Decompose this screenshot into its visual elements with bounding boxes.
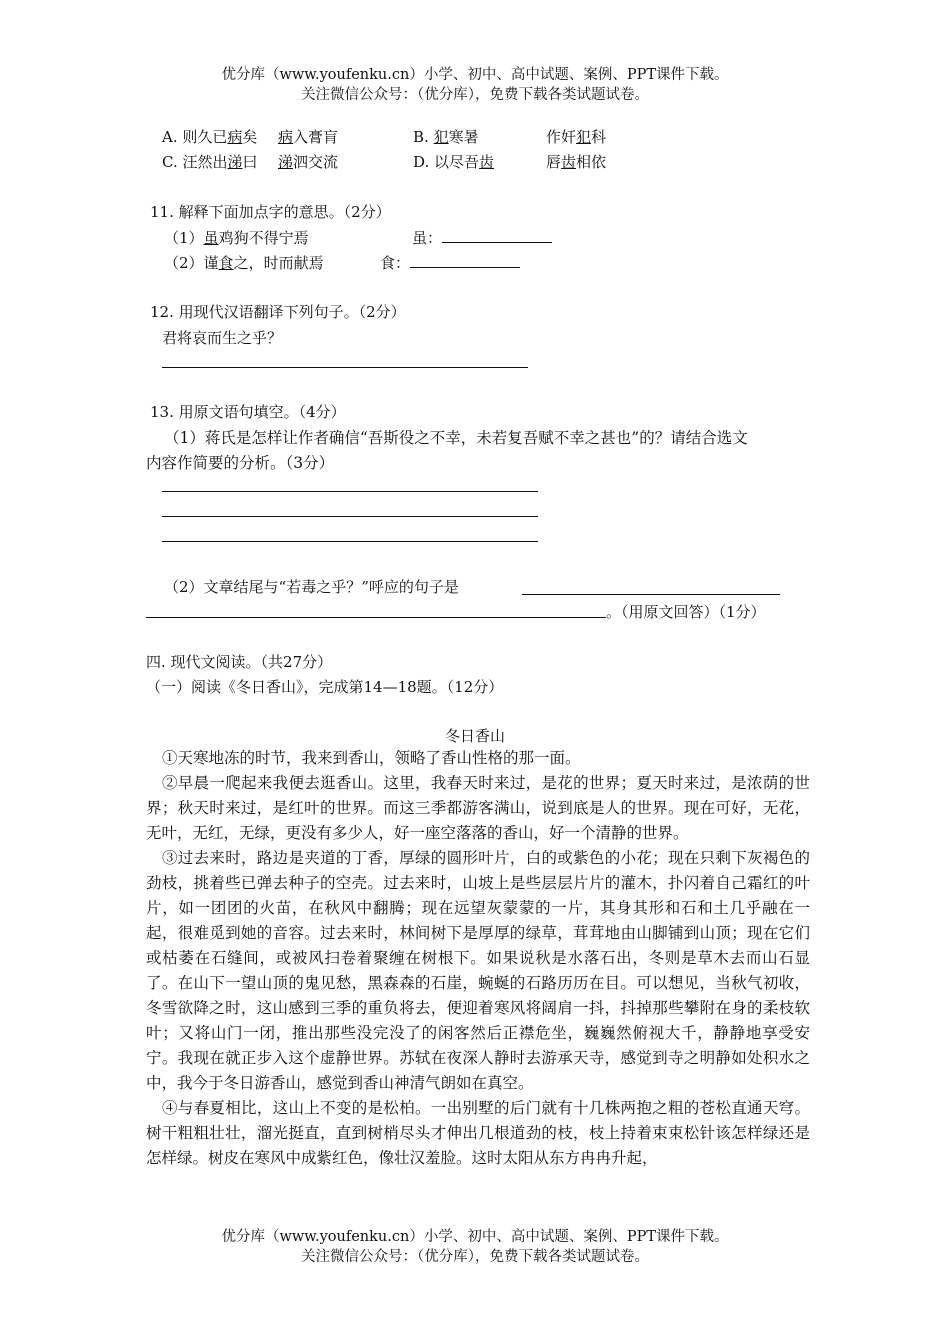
passage-paragraph-1: ①天寒地冻的时节，我来到香山，领略了香山性格的那一面。 bbox=[162, 749, 581, 767]
q13-answer-line-2[interactable] bbox=[162, 516, 538, 517]
section4-title: 四. 现代文阅读。（共27分） bbox=[146, 653, 333, 671]
q10-option-b-2: 作奸犯科 bbox=[546, 128, 607, 146]
q13-title: 13. 用原文语句填空。（4分） bbox=[150, 403, 346, 421]
q13-part2-line-1[interactable] bbox=[522, 594, 780, 595]
site-footer-line2: 关注微信公众号：（优分库），免费下载各类试题试卷。 bbox=[0, 1248, 950, 1266]
q10-option-c: C. 汪然出涕曰 bbox=[162, 153, 258, 171]
q10-option-d: D. 以尽吾齿 bbox=[413, 153, 495, 171]
q13-part2-tail: 。（用原文回答）（1分） bbox=[606, 603, 766, 621]
site-header-line1: 优分库（www.youfenku.cn）小学、初中、高中试题、案例、PPT课件下载。 bbox=[221, 67, 729, 83]
q12-sentence: 君将哀而生之乎？ bbox=[162, 329, 283, 347]
q11-item1: （1）虽鸡狗不得宁焉 bbox=[164, 229, 309, 247]
q13-answer-line-1[interactable] bbox=[162, 491, 538, 492]
passage-paragraph-2: ②早晨一爬起来我便去逛香山。这里，我春天时来过，是花的世界；夏天时来过，是浓荫的世界；秋天时来过，是红叶的世界。而这三季都游客满山，说到底是人的世界。现在可好，无花，无叶，无红，无绿，更没有多少人，好一座空落落的香山，好一个清静的世界。 bbox=[146, 774, 810, 842]
q11-answer2: 食： bbox=[380, 252, 520, 273]
q10-option-a: A. 则久已病矣 bbox=[162, 128, 258, 146]
q10-option-b: B. 犯寒暑 bbox=[413, 128, 479, 146]
q11-answer1-blank[interactable] bbox=[442, 242, 552, 243]
q13-part1-line2: 内容作简要的分析。（3分） bbox=[146, 454, 335, 472]
section4-subtitle: （一）阅读《冬日香山》，完成第14—18题。（12分） bbox=[146, 678, 504, 696]
q10-option-d-2: 唇齿相依 bbox=[546, 153, 607, 171]
q10-option-c-2: 涕泗交流 bbox=[278, 153, 339, 171]
passage-title: 冬日香山 bbox=[444, 727, 505, 745]
q13-part1-line1: （1）蒋氏是怎样让作者确信“吾斯役之不幸，未若复吾赋不幸之甚也”的？请结合选文 bbox=[164, 429, 748, 447]
q11-answer2-blank[interactable] bbox=[410, 267, 520, 268]
q12-title: 12. 用现代汉语翻译下列句子。（2分） bbox=[150, 303, 406, 321]
site-header-line2: 关注微信公众号：（优分库），免费下载各类试题试卷。 bbox=[301, 87, 649, 103]
q11-title: 11. 解释下面加点字的意思。（2分） bbox=[150, 203, 391, 221]
passage-body bbox=[146, 746, 810, 1171]
q12-answer-line[interactable] bbox=[162, 367, 528, 368]
q11-answer1: 虽： bbox=[412, 227, 552, 248]
q10-option-a-2: 病入膏肓 bbox=[278, 128, 339, 146]
site-footer-line1: 优分库（www.youfenku.cn）小学、初中、高中试题、案例、PPT课件下载。 bbox=[0, 1228, 950, 1246]
q13-answer-line-3[interactable] bbox=[162, 541, 538, 542]
passage-paragraph-3: ③过去来时，路边是夹道的丁香，厚绿的圆形叶片，白的或紫色的小花；现在只剩下灰褐色的劲枝，挑着些已弹去种子的空壳。过去来时，山坡上是些层层片片的灌木，扑闪着自己霜红的叶片，如一团团的火苗，在秋风中翻腾；现在远望灰蒙蒙的一片，其身其形和石和土几乎融在一起，很难觅到她的音容。过去来时，林间树下是厚厚的绿草，茸茸地由山脚铺到山顶；现在它们或枯萎在石缝间，或被风扫卷着聚缠在树根下。如果说秋是水落石出，冬则是草木去而山石显了。在山下一望山顶的鬼见愁，黑森森的石崖，蜿蜒的石路历历在目。可以想见，当秋气初收，冬雪欲降之时，这山感到三季的重负将去，便迎着寒风将阔肩一抖，抖掉那些攀附在身的柔枝软叶；又将山门一闭，推出那些没完没了的闲客然后正襟危坐，巍巍然俯视大千，静静地享受安宁。我现在就正步入这个虚静世界。苏轼在夜深人静时去游承天寺，感觉到寺之明静如处积水之中，我今于冬日游香山，感觉到香山神清气朗如在真空。 bbox=[146, 849, 810, 1092]
q13-part2-line-2[interactable] bbox=[146, 617, 606, 618]
q11-item2: （2）谨食之，时而献焉 bbox=[164, 254, 324, 272]
q13-part2-prompt: （2）文章结尾与“若毒之乎？”呼应的句子是 bbox=[164, 578, 459, 596]
passage-paragraph-4: ④与春夏相比，这山上不变的是松柏。一出别墅的后门就有十几株两抱之粗的苍松直通天穹。树干粗粗壮壮，溜光挺直，直到树梢尽头才伸出几根道劲的枝，枝上持着束束松针该怎样绿还是怎样绿。树皮在寒风中成紫红色，像壮汉羞脸。这时太阳从东方冉冉升起， bbox=[146, 1099, 810, 1167]
